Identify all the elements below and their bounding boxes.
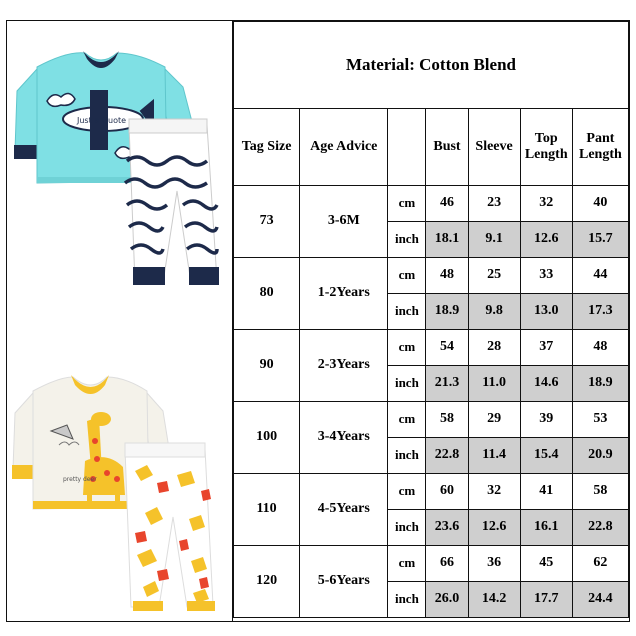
table-row <box>234 474 629 510</box>
pant-length-cell: 18.9 <box>572 366 628 402</box>
sleeve-cell: 25 <box>468 258 520 294</box>
top-length-cell: 16.1 <box>520 510 572 546</box>
header-bust: Bust <box>426 109 468 186</box>
unit-cell: inch <box>388 582 426 618</box>
shirt2-print-text: pretty deer <box>63 476 97 483</box>
pant-length-cell: 24.4 <box>572 582 628 618</box>
tag-size-cell: 120 <box>234 546 300 618</box>
sleeve-cell: 9.8 <box>468 294 520 330</box>
size-chart-frame <box>6 20 630 622</box>
age-advice-cell: 3-6M <box>300 186 388 258</box>
unit-cell: cm <box>388 402 426 438</box>
unit-cell: cm <box>388 330 426 366</box>
tag-size-cell: 110 <box>234 474 300 546</box>
unit-cell: cm <box>388 258 426 294</box>
header-sleeve: Sleeve <box>468 109 520 186</box>
tag-size-cell: 80 <box>234 258 300 330</box>
unit-cell: cm <box>388 546 426 582</box>
header-top-length: Top Length <box>520 109 572 186</box>
table-row <box>234 258 629 294</box>
bust-cell: 58 <box>426 402 468 438</box>
header-age-advice: Age Advice <box>300 109 388 186</box>
table-row <box>234 546 629 582</box>
unit-cell: inch <box>388 294 426 330</box>
sleeve-cell: 28 <box>468 330 520 366</box>
unit-cell: cm <box>388 186 426 222</box>
unit-cell: cm <box>388 474 426 510</box>
top-length-cell: 13.0 <box>520 294 572 330</box>
unit-cell: inch <box>388 366 426 402</box>
top-length-cell: 14.6 <box>520 366 572 402</box>
sleeve-cell: 14.2 <box>468 582 520 618</box>
top-length-cell: 39 <box>520 402 572 438</box>
bust-cell: 23.6 <box>426 510 468 546</box>
top-length-cell: 12.6 <box>520 222 572 258</box>
header-tag-size: Tag Size <box>234 109 300 186</box>
giraffe-pants-image <box>125 443 215 611</box>
table-row <box>234 330 629 366</box>
table-row <box>234 402 629 438</box>
shirt1-print-text: Just a Quote <box>77 116 127 125</box>
unit-cell: inch <box>388 438 426 474</box>
sleeve-cell: 23 <box>468 186 520 222</box>
pant-length-cell: 62 <box>572 546 628 582</box>
sleeve-cell: 9.1 <box>468 222 520 258</box>
top-length-cell: 41 <box>520 474 572 510</box>
top-length-cell: 17.7 <box>520 582 572 618</box>
bust-cell: 26.0 <box>426 582 468 618</box>
size-table <box>233 21 629 618</box>
bust-cell: 60 <box>426 474 468 510</box>
bust-cell: 46 <box>426 186 468 222</box>
pant-length-cell: 40 <box>572 186 628 222</box>
sleeve-cell: 29 <box>468 402 520 438</box>
top-length-cell: 45 <box>520 546 572 582</box>
age-advice-cell: 2-3Years <box>300 330 388 402</box>
bust-cell: 18.1 <box>426 222 468 258</box>
pant-length-cell: 48 <box>572 330 628 366</box>
pant-length-cell: 44 <box>572 258 628 294</box>
header-unit <box>388 109 426 186</box>
age-advice-cell: 5-6Years <box>300 546 388 618</box>
sleeve-cell: 11.4 <box>468 438 520 474</box>
tag-size-cell: 73 <box>234 186 300 258</box>
sleeve-cell: 11.0 <box>468 366 520 402</box>
unit-cell: inch <box>388 222 426 258</box>
bust-cell: 48 <box>426 258 468 294</box>
pant-length-cell: 22.8 <box>572 510 628 546</box>
header-pant-length: Pant Length <box>572 109 628 186</box>
pant-length-cell: 58 <box>572 474 628 510</box>
bust-cell: 22.8 <box>426 438 468 474</box>
material-title: Material: Cotton Blend <box>234 22 629 109</box>
age-advice-cell: 1-2Years <box>300 258 388 330</box>
tag-size-cell: 90 <box>234 330 300 402</box>
top-length-cell: 33 <box>520 258 572 294</box>
sleeve-cell: 32 <box>468 474 520 510</box>
bust-cell: 21.3 <box>426 366 468 402</box>
product-photos-svg <box>7 21 231 621</box>
bust-cell: 18.9 <box>426 294 468 330</box>
header-row <box>234 109 629 186</box>
product-photos <box>7 21 233 621</box>
top-length-cell: 37 <box>520 330 572 366</box>
unit-cell: inch <box>388 510 426 546</box>
age-advice-cell: 3-4Years <box>300 402 388 474</box>
sleeve-cell: 12.6 <box>468 510 520 546</box>
pant-length-cell: 15.7 <box>572 222 628 258</box>
age-advice-cell: 4-5Years <box>300 474 388 546</box>
top-length-cell: 15.4 <box>520 438 572 474</box>
wave-pants-image <box>125 119 219 285</box>
sleeve-cell: 36 <box>468 546 520 582</box>
pant-length-cell: 20.9 <box>572 438 628 474</box>
pant-length-cell: 53 <box>572 402 628 438</box>
bust-cell: 54 <box>426 330 468 366</box>
pant-length-cell: 17.3 <box>572 294 628 330</box>
table-row <box>234 186 629 222</box>
bust-cell: 66 <box>426 546 468 582</box>
tag-size-cell: 100 <box>234 402 300 474</box>
top-length-cell: 32 <box>520 186 572 222</box>
